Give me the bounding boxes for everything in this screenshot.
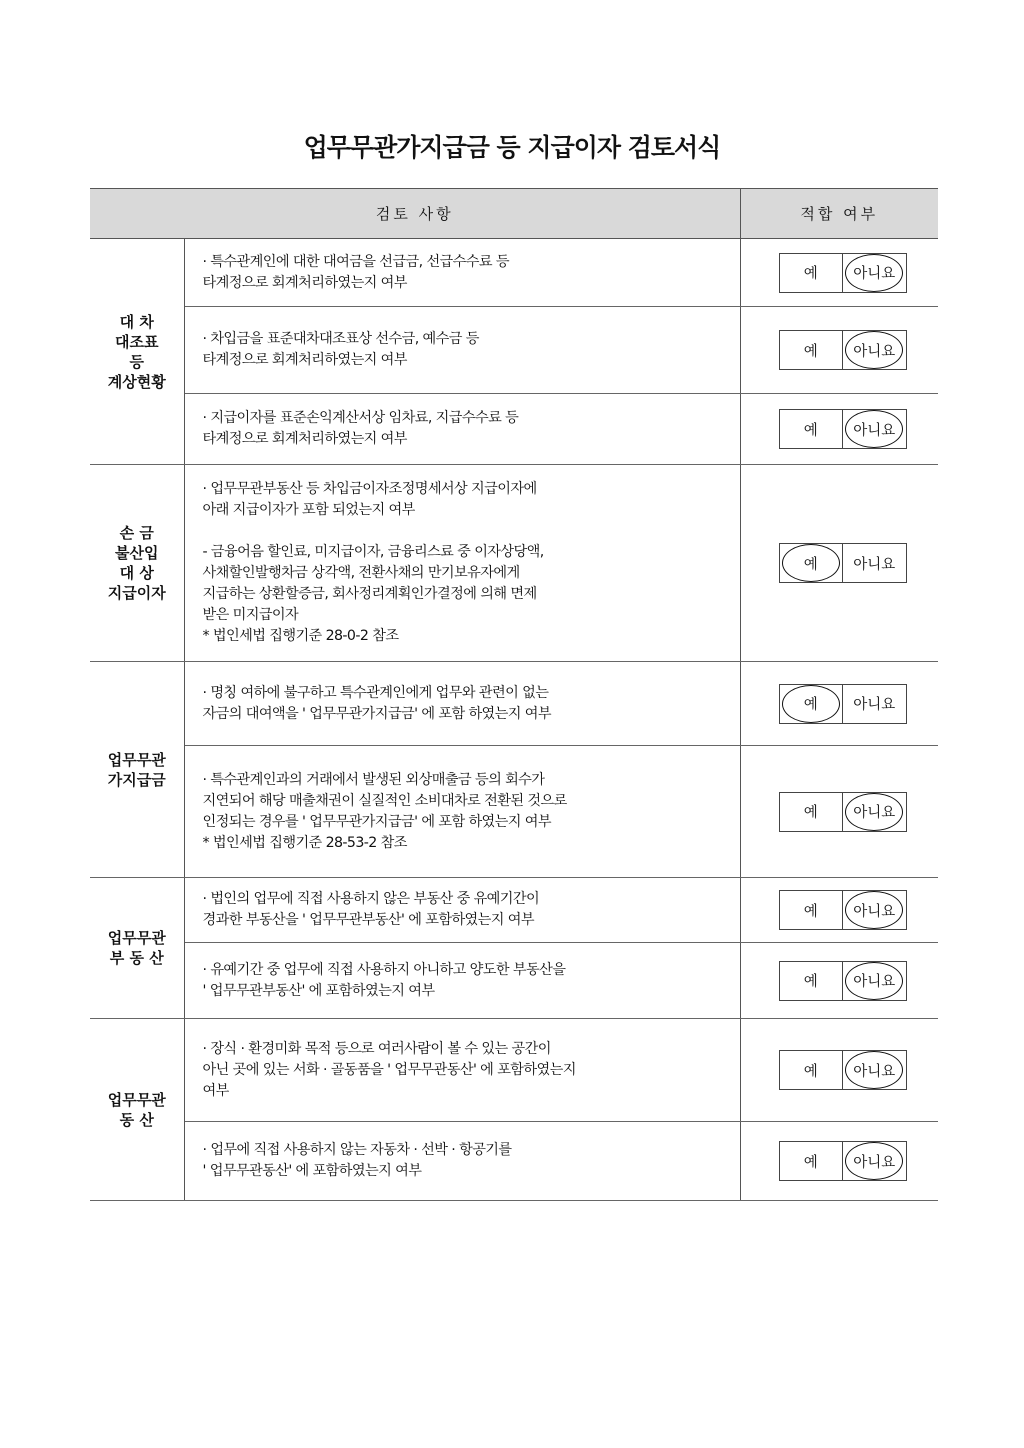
review-item-text <box>184 239 740 307</box>
no-option[interactable]: 아니요 <box>843 793 906 831</box>
table-row <box>90 878 938 943</box>
category-cell <box>90 662 184 878</box>
category-cell <box>90 465 184 662</box>
review-item-text <box>184 746 740 878</box>
table-row <box>90 239 938 307</box>
review-item-line: 타계정으로 회계처리하였는지 여부 <box>202 431 407 447</box>
answer-cell <box>740 465 938 662</box>
category-label-line: 대 상 <box>119 564 154 582</box>
review-item-line: · 업무무관부동산 등 차입금이자조정명세서상 지급이자에 <box>202 481 537 497</box>
review-item-text <box>184 943 740 1019</box>
review-item-line: 지급하는 상환할증금, 회사정리계획인가결정에 의해 면제 <box>202 586 537 602</box>
category-label-line: 대조표 <box>115 332 159 351</box>
answer-cell <box>740 1019 938 1122</box>
category-label-line: 가지급금 <box>107 770 166 789</box>
yes-no-selector <box>779 890 907 930</box>
yes-no-selector <box>779 1050 907 1090</box>
yes-option[interactable]: 예 <box>780 793 844 831</box>
no-option[interactable]: 아니요 <box>843 1142 906 1180</box>
review-item-line: 지연되어 해당 매출채권이 실질적인 소비대차로 전환된 것으로 <box>202 792 567 809</box>
line-spacer <box>203 521 730 542</box>
category-label-line: 부 동 산 <box>109 949 164 967</box>
yes-option[interactable]: 예 <box>780 410 844 448</box>
review-item-line: 아래 지급이자가 포함 되었는지 여부 <box>202 502 415 518</box>
review-item-text <box>184 878 740 943</box>
yes-no-selector <box>779 961 907 1001</box>
review-item-line: · 법인의 업무에 직접 사용하지 않은 부동산 중 유예기간이 <box>202 891 540 907</box>
answer-cell <box>740 662 938 746</box>
answer-cell <box>740 943 938 1019</box>
review-item-line: · 지급이자를 표준손익계산서상 임차료, 지급수수료 등 <box>202 410 519 426</box>
review-item-text <box>184 394 740 465</box>
table-row <box>90 662 938 746</box>
review-item-line: ' 업무무관동산' 에 포함하였는지 여부 <box>202 1163 422 1179</box>
category-label-line: 동 산 <box>119 1110 154 1129</box>
no-option[interactable]: 아니요 <box>843 410 906 448</box>
yes-option[interactable]: 예 <box>780 891 844 929</box>
category-label-line: 계상현황 <box>107 372 166 391</box>
answer-cell <box>740 394 938 465</box>
review-item-line: 경과한 부동산을 ' 업무무관부동산' 에 포함하였는지 여부 <box>202 912 534 928</box>
review-item-text <box>184 662 740 746</box>
no-option[interactable]: 아니요 <box>843 331 906 369</box>
answer-cell <box>740 746 938 878</box>
table-header-row <box>90 189 938 239</box>
answer-cell <box>740 878 938 943</box>
review-item-line: · 명칭 여하에 불구하고 특수관계인에게 업무와 관련이 없는 <box>202 684 549 701</box>
table-row <box>90 746 938 878</box>
review-item-line: * 법인세법 집행기준 28-53-2 참조 <box>202 834 407 851</box>
yes-option[interactable]: 예 <box>780 1142 844 1180</box>
table-row <box>90 1122 938 1201</box>
yes-no-selector <box>779 330 907 370</box>
review-item-line: 사채할인발행차금 상각액, 전환사채의 만기보유자에게 <box>202 565 520 581</box>
yes-no-selector <box>779 684 907 724</box>
category-label-line: 손 금 <box>119 524 154 542</box>
review-item-line: · 특수관계인에 대한 대여금을 선급금, 선급수수료 등 <box>202 253 509 270</box>
no-option[interactable]: 아니요 <box>853 697 896 713</box>
no-option[interactable]: 아니요 <box>843 1051 906 1089</box>
category-cell <box>90 878 184 1019</box>
review-item-line: 자금의 대여액을 ' 업무무관가지급금' 에 포함 하였는지 여부 <box>202 705 551 722</box>
yes-option[interactable]: 예 <box>780 254 844 292</box>
no-option[interactable]: 아니요 <box>853 556 896 573</box>
review-item-line: 인정되는 경우를 ' 업무무관가지급금' 에 포함 하였는지 여부 <box>202 813 551 830</box>
yes-option[interactable]: 예 <box>780 962 844 1000</box>
table-row <box>90 394 938 465</box>
answer-cell <box>740 1122 938 1201</box>
category-label-line: 업무무관 <box>107 929 166 947</box>
category-label-line: 업무무관 <box>107 1090 166 1109</box>
answer-cell <box>740 307 938 394</box>
yes-no-selector <box>779 1141 907 1181</box>
yes-option[interactable]: 예 <box>780 685 844 723</box>
review-item-text <box>184 1122 740 1201</box>
table-row <box>90 1019 938 1122</box>
yes-no-selector <box>779 543 907 583</box>
no-option[interactable]: 아니요 <box>843 962 906 1000</box>
header-suitability: 적합 여부 <box>740 189 938 239</box>
category-cell <box>90 1019 184 1201</box>
review-item-line: · 차입금을 표준대차대조표상 선수금, 예수금 등 <box>202 331 479 347</box>
review-item-line: 아닌 곳에 있는 서화 · 골동품을 ' 업무무관동산' 에 포함하였는지 <box>202 1061 576 1078</box>
review-table <box>90 188 938 1201</box>
category-label-line: 대 차 <box>119 312 154 331</box>
category-label-line: 불산입 <box>115 544 159 562</box>
yes-option[interactable]: 예 <box>780 544 844 582</box>
yes-no-selector <box>779 409 907 449</box>
review-item-text <box>184 1019 740 1122</box>
review-item-line: 타계정으로 회계처리하였는지 여부 <box>202 274 407 291</box>
no-option[interactable]: 아니요 <box>843 254 906 292</box>
page-title: 업무무관가지급금 등 지급이자 검토서식 <box>303 133 721 162</box>
review-item-line: 여부 <box>202 1082 229 1099</box>
review-item-line: 받은 미지급이자 <box>202 607 299 623</box>
review-item-line: · 유예기간 중 업무에 직접 사용하지 아니하고 양도한 부동산을 <box>202 961 566 978</box>
category-cell <box>90 239 184 465</box>
review-item-line: · 장식 · 환경미화 목적 등으로 여러사람이 볼 수 있는 공간이 <box>202 1040 551 1057</box>
review-item-line: · 업무에 직접 사용하지 않는 자동차 · 선박 · 항공기를 <box>202 1142 512 1158</box>
category-label-line: 등 <box>129 352 144 371</box>
table-row <box>90 943 938 1019</box>
category-label-line: 업무무관 <box>107 750 166 769</box>
header-review-items: 검토 사항 <box>90 189 740 239</box>
table-row <box>90 307 938 394</box>
yes-no-selector <box>779 253 907 293</box>
category-label-line: 지급이자 <box>107 584 166 602</box>
review-item-line: - 금융어음 할인료, 미지급이자, 금융리스료 중 이자상당액, <box>202 544 544 560</box>
yes-option[interactable]: 예 <box>780 1051 844 1089</box>
review-item-text <box>184 307 740 394</box>
yes-no-selector <box>779 792 907 832</box>
review-item-line: * 법인세법 집행기준 28-0-2 참조 <box>202 628 399 644</box>
review-item-text <box>184 465 740 662</box>
no-option[interactable]: 아니요 <box>843 891 906 929</box>
table-row <box>90 465 938 662</box>
review-item-line: ' 업무무관부동산' 에 포함하였는지 여부 <box>202 982 435 999</box>
answer-cell <box>740 239 938 307</box>
review-item-line: 타계정으로 회계처리하였는지 여부 <box>202 352 407 368</box>
review-item-line: · 특수관계인과의 거래에서 발생된 외상매출금 등의 회수가 <box>202 771 545 788</box>
yes-option[interactable]: 예 <box>780 331 844 369</box>
